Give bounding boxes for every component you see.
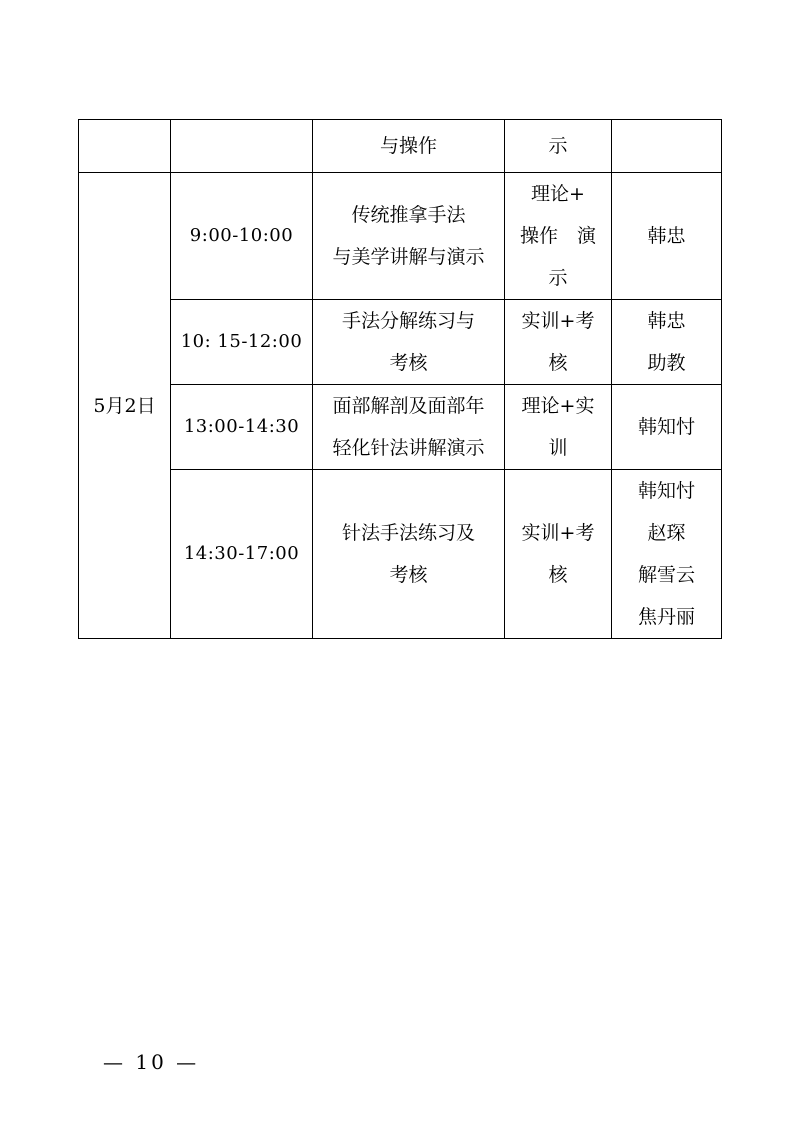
time-cell: 9:00-10:00 [171,173,313,300]
instructor-line: 解雪云 [637,564,695,586]
content-cell: 与操作 [313,120,505,173]
instructor-line: 助教 [647,352,686,374]
content-line: 考核 [389,564,428,586]
method-line: 核 [548,564,568,586]
content-line: 与美学讲解与演示 [332,246,485,268]
method-cell [505,470,612,639]
method-cell [505,173,612,300]
content-line: 传统推拿手法 [351,204,466,226]
table-row [79,120,722,173]
page-number: — 10 — [103,1050,200,1074]
instructor-cell [612,385,722,470]
instructor-line: 韩知忖 [637,416,695,438]
method-line: 理论+ [531,183,585,205]
content-cell [313,300,505,385]
time-cell: 14:30-17:00 [171,470,313,639]
instructor-line: 赵琛 [647,522,686,544]
method-line: 核 [548,352,568,374]
method-line: 示 [548,267,568,289]
time-cell [171,120,313,173]
method-line: 训 [548,437,568,459]
time-cell: 10: 15-12:00 [171,300,313,385]
content-cell [313,385,505,470]
table-row [79,300,722,385]
instructor-cell [612,470,722,639]
method-cell [505,385,612,470]
method-line: 操作 演 [519,225,596,247]
date-cell: 5月2日 [79,173,171,639]
content-line: 针法手法练习及 [341,522,475,544]
instructor-line: 韩忠 [647,225,686,247]
table-row [79,385,722,470]
time-cell: 13:00-14:30 [171,385,313,470]
instructor-line: 韩忠 [647,310,686,332]
date-cell [79,120,171,173]
method-line: 理论+实 [521,395,595,417]
instructor-cell [612,300,722,385]
content-line: 面部解剖及面部年 [332,395,485,417]
instructor-line: 焦丹丽 [637,606,695,628]
table-row [79,470,722,639]
content-line: 轻化针法讲解演示 [332,437,485,459]
method-line: 实训+考 [521,310,595,332]
table-row [79,173,722,300]
method-cell [505,300,612,385]
content-line: 考核 [389,352,428,374]
content-line: 手法分解练习与 [341,310,475,332]
instructor-cell [612,173,722,300]
content-cell [313,173,505,300]
method-line: 实训+考 [521,522,595,544]
content-cell [313,470,505,639]
schedule-table [78,119,722,639]
instructor-line: 韩知忖 [637,480,695,502]
method-cell: 示 [505,120,612,173]
instructor-cell [612,120,722,173]
